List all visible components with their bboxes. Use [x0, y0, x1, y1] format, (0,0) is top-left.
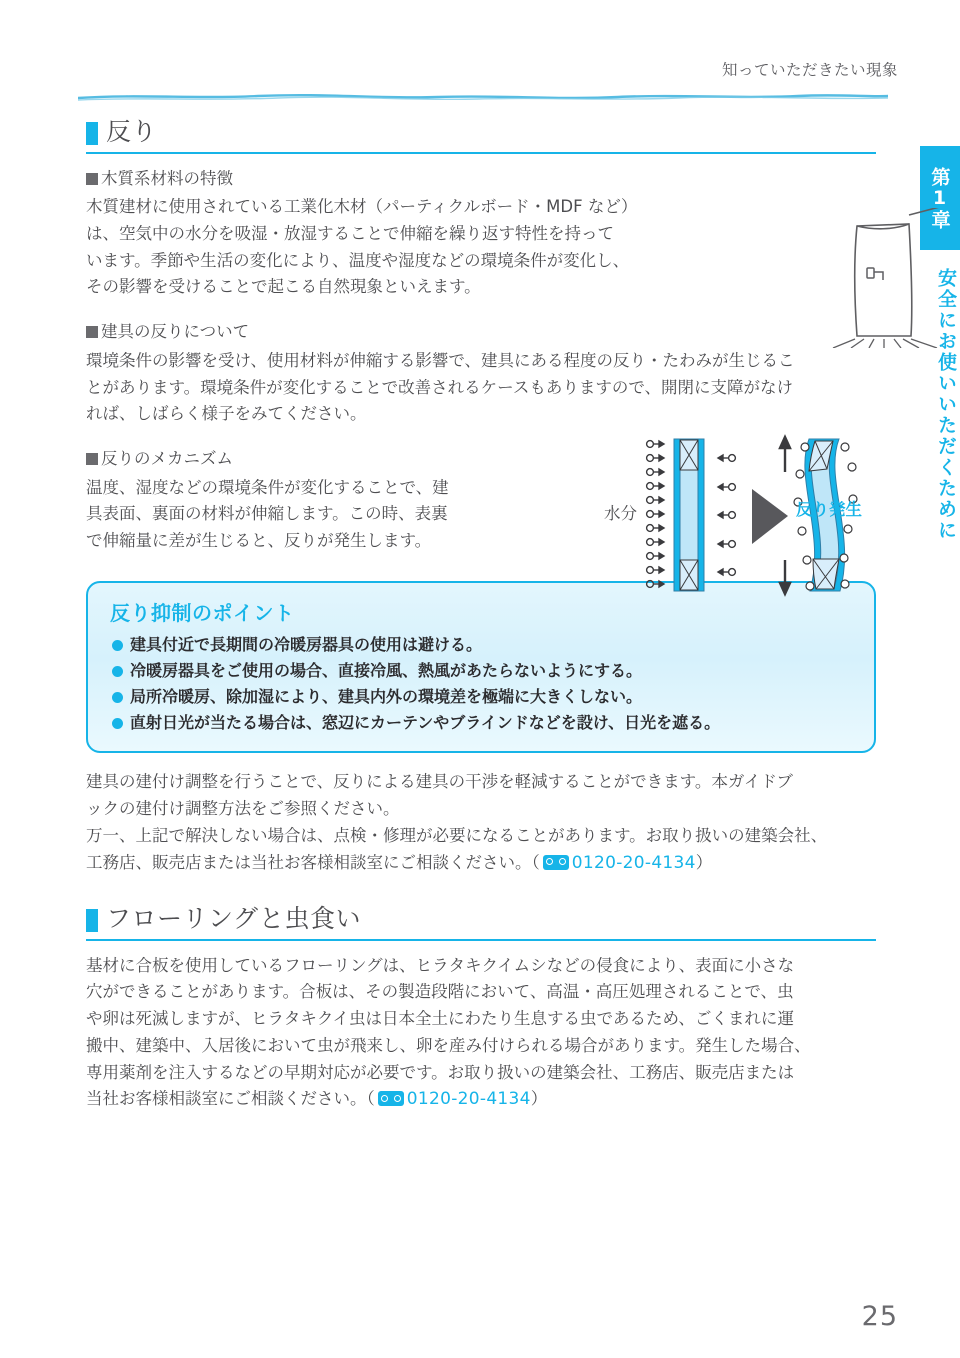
closing-text-prefix: 当社お客様相談室にご相談ください。（	[86, 1089, 375, 1109]
tip-list	[110, 632, 852, 736]
flat-panel-cross-section	[674, 439, 704, 591]
freedial-icon	[543, 855, 569, 870]
section-heading-warp	[86, 118, 876, 154]
square-bullet-icon	[86, 173, 98, 185]
tip-item: 直射日光が当たる場合は、窓辺にカーテンやブラインドなどを設け、日光を遮る。	[110, 710, 852, 736]
tip-box	[86, 581, 876, 754]
paragraph-door-warping: 環境条件の影響を受け、使用材料が伸縮する影響で、建具にある程度の反り・たわみが生じるこ とがあります。環境条件が変化することで改善されるケースもありますので、開閉に支障がなけ れば、しばらく様子をみてください。	[86, 350, 795, 424]
square-bullet-icon	[86, 453, 98, 465]
process-arrow-icon	[752, 489, 788, 544]
tip-item: 局所冷暖房、除加湿により、建具内外の環境差を極端に大きくしない。	[110, 684, 852, 710]
subheading-door-warping: 建具の反りについて	[86, 319, 876, 346]
contact-phone[interactable]	[375, 1089, 531, 1108]
contact-phone[interactable]	[540, 853, 696, 872]
warp-mechanism-diagram	[504, 434, 879, 604]
header-rule	[78, 92, 888, 102]
tip-item: 冷暖房器具をご使用の場合、直接冷風、熱風があたらないようにする。	[110, 658, 852, 684]
chapter-number: 第1章	[920, 146, 960, 250]
section-heading-flooring	[86, 905, 876, 941]
moisture-out-arrows	[718, 454, 735, 575]
page-title-secondary: フローリングと虫食い	[106, 904, 362, 934]
warped-door-illustration	[831, 208, 960, 348]
paragraph-adjustment-guidance: 建具の建付け調整を行うことで、反りによる建具の干渉を軽減することができます。本ガイドブ ックの建付け調整方法をご参照ください。 万一、上記で解決しない場合は、点検・修理が必要になることがあります。お取り扱いの建築会社、 工務店、販売店または当社お客様相談室にご相談ください。（ 0120-20-4134）	[86, 772, 828, 873]
freedial-icon	[378, 1091, 404, 1106]
closing-text-suffix: ）	[695, 852, 713, 872]
page-number: 25	[861, 1301, 898, 1332]
heading-accent-bar	[86, 122, 98, 145]
paragraph-warp-mechanism: 温度、湿度などの環境条件が変化することで、建 具表面、裏面の材料が伸縮します。この時、表裏 で伸縮量に差が生じると、反りが発生します。	[86, 477, 449, 551]
page-content	[86, 118, 876, 1114]
page-title: 反り	[106, 117, 158, 146]
square-bullet-icon	[86, 326, 98, 338]
subheading-material-features: 木質系材料の特徴	[86, 166, 876, 193]
warp-occurs-label: 反り発生	[796, 499, 862, 519]
closing-text-suffix: ）	[530, 1089, 548, 1109]
running-head: 知っていただきたい現象	[721, 61, 898, 79]
moisture-in-arrows	[647, 440, 664, 587]
paragraph-flooring-insects: 基材に合板を使用しているフローリングは、ヒラタキクイムシなどの侵食により、表面に小さな 穴ができることがあります。合板は、その製造段階において、高温・高圧処理されることで、虫 や卵は死滅しますが、ヒラタキクイ虫は日本全土にわたり生息する虫であるため、ごくまれに運 搬中、建築中、入居後において虫が飛来し、卵を産み付けられる場合があります。発生した場合、 専用薬剤を注入するなどの早期対応が必要です。お取り扱いの建築会社、工務店、販売店または 当社お客様相談室にご相談ください。（ 0120-20-4134）	[86, 955, 811, 1110]
phone-number: 0120-20-4134	[406, 1089, 531, 1110]
phone-number: 0120-20-4134	[571, 852, 696, 873]
subheading-warp-mechanism: 反りのメカニズム	[86, 446, 876, 473]
tip-box-title: 反り抑制のポイント	[110, 600, 295, 625]
heading-accent-bar	[86, 909, 98, 932]
tip-item: 建具付近で長期間の冷暖房器具の使用は避ける。	[110, 632, 852, 658]
paragraph-material-features: 木質建材に使用されている工業化木材（パーティクルボード・MDF など） は、空気中の水分を吸湿・放湿することで伸縮を繰り返す特性を持って います。季節や生活の変化により、温度や湿度などの環境条件が変化し、 その影響を受けることで起こる自然現象といえます。	[86, 197, 638, 297]
moisture-label: 水分	[604, 503, 637, 523]
closing-text-prefix: 工務店、販売店または当社お客様相談室にご相談ください。（	[86, 852, 540, 872]
chapter-title: 安全にお使いいただくために	[935, 268, 957, 541]
